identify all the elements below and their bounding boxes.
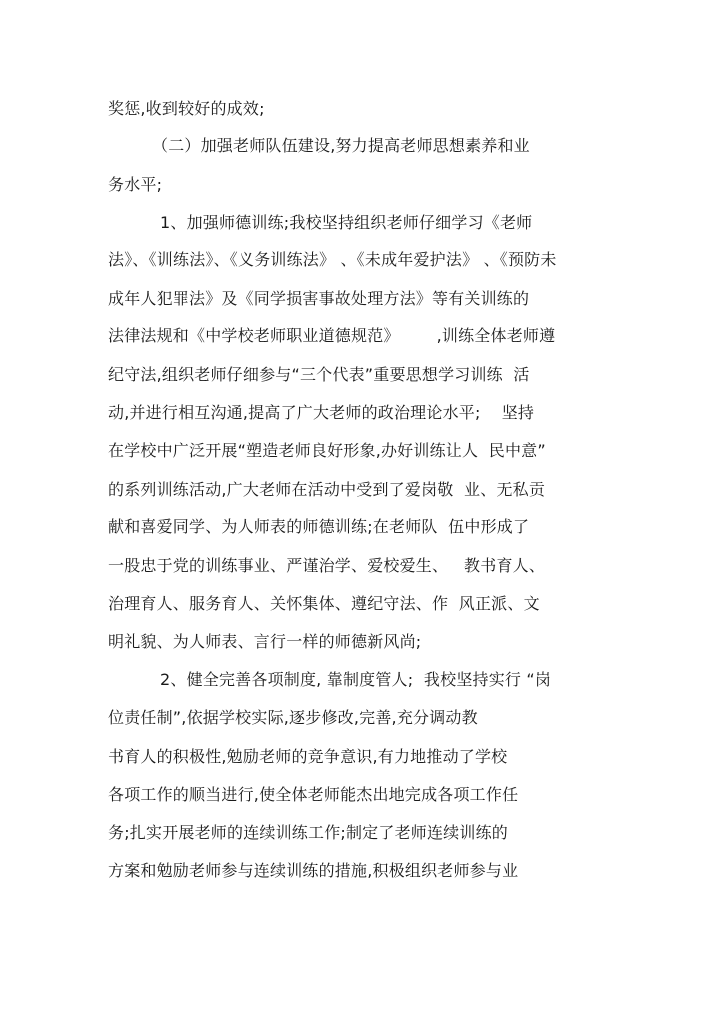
- text-line-14: 治理育人、服务育人、关怀集体、遵纪守法、作 风正派、文: [108, 594, 540, 613]
- text-line-13: 一股忠于党的训练事业、严谨治学、爱校爱生、 教书育人、: [108, 556, 546, 575]
- text-line-21: 方案和勉励老师参与连续训练的措施,积极组织老师参与业: [108, 861, 519, 880]
- text-line-1: 奖惩,收到较好的成效;: [108, 99, 265, 118]
- text-line-7: 法律法规和《中学校老师职业道德规范》 ,训练全体老师遵: [108, 326, 556, 345]
- text-line-6: 成年人犯罪法》及《同学损害事故处理方法》等有关训练的: [108, 289, 530, 308]
- text-line-19: 各项工作的顺当进行,使全体老师能杰出地完成各项工作任: [108, 785, 519, 804]
- text-line-18: 书育人的积极性,勉励老师的竞争意识,有力地推动了学校: [108, 747, 508, 766]
- text-line-5: 法》、《训练法》、《义务训练法》 、《未成年爱护法》 、《预防未: [108, 250, 557, 269]
- text-line-2: （二）加强老师队伍建设,努力提高老师思想素养和业: [152, 136, 530, 155]
- text-line-9: 动,并进行相互沟通,提高了广大老师的政治理论水平; 坚持: [108, 403, 535, 422]
- text-line-10: 在学校中广泛开展“塑造老师良好形象,办好训练让人 民中意”: [108, 441, 546, 460]
- text-line-17: 位责任制”,依据学校实际,逐步修改,完善,充分调动教: [108, 708, 478, 727]
- text-line-15: 明礼貌、为人师表、言行一样的师德新风尚;: [108, 632, 422, 651]
- text-line-3: 务水平;: [108, 175, 163, 194]
- text-line-16: 2、健全完善各项制度, 靠制度管人; 我校坚持实行 “岗: [160, 670, 552, 689]
- text-line-8: 纪守法,组织老师仔细参与“三个代表”重要思想学习训练 活: [108, 365, 530, 384]
- text-line-4: 1、加强师德训练;我校坚持组织老师仔细学习《老师: [160, 213, 533, 232]
- text-line-12: 献和喜爱同学、为人师表的师德训练;在老师队 伍中形成了: [108, 517, 530, 536]
- text-line-11: 的系列训练活动,广大老师在活动中受到了爱岗敬 业、无私贡: [108, 480, 546, 499]
- text-line-20: 务;扎实开展老师的连续训练工作;制定了老师连续训练的: [108, 823, 508, 842]
